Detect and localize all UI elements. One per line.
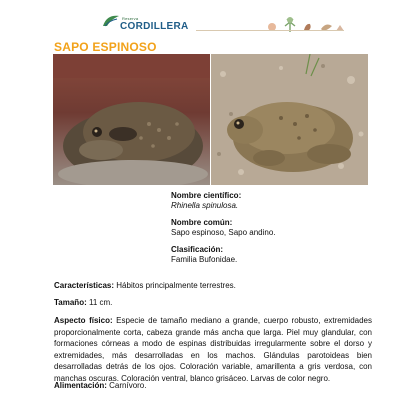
common-name-label: Nombre común: (171, 218, 233, 227)
aspect-label: Aspecto físico: (54, 316, 113, 325)
food-paragraph (54, 380, 372, 392)
common-name-block (171, 218, 276, 237)
aspect-value: Especie de tamaño mediano a grande, cuerpo robusto, extremidades proporcionalmente corta, cabeza grande más ancha que larga. Piel muy glandular, con formaciones córneas a modo de espinas distribuidas irregularmente sobre el dorso y extremidades, más desarrolladas en los machos. Glándulas parotoideas bien desarrolladas detrás de los ojos. Coloración variable, amarillenta a gris verdosa, con manchas oscuras. Coloración ventral, blanco grisáceo. Larvas de color negro. (54, 316, 372, 383)
scientific-name-label: Nombre científico: (171, 191, 242, 200)
toad-photo-right (211, 54, 368, 185)
toad-photo-left-image (53, 54, 210, 185)
header-rule (196, 30, 344, 31)
page-title: SAPO ESPINOSO (54, 40, 157, 54)
characteristics-value: Hábitos principalmente terrestres. (114, 281, 236, 290)
toad-photo-right-image (211, 54, 368, 185)
food-value: Carnívoro. (106, 381, 147, 390)
classification-block (171, 245, 237, 264)
scientific-name-block (171, 191, 241, 210)
classification-value: Familia Bufonidae. (171, 254, 238, 264)
aspect-paragraph (54, 315, 372, 384)
classification-label: Clasificación: (171, 245, 224, 254)
leaf-logo-icon (102, 14, 120, 28)
characteristics-label: Características: (54, 281, 115, 290)
characteristics-paragraph (54, 280, 372, 292)
reserva-cordillera-logo (102, 12, 189, 34)
toad-photo-left (53, 54, 210, 185)
food-label: Alimentación: (54, 381, 107, 390)
logo-small-text: Reserva (122, 16, 139, 21)
header-decoration-icon (266, 14, 346, 36)
size-paragraph (54, 297, 372, 309)
size-label: Tamaño: (54, 298, 87, 307)
logo-big-text: CORDILLERA (120, 21, 189, 32)
scientific-name-value: Rhinella spinulosa. (171, 200, 239, 210)
common-name-value: Sapo espinoso, Sapo andino. (171, 227, 276, 237)
size-value: 11 cm. (86, 298, 113, 307)
